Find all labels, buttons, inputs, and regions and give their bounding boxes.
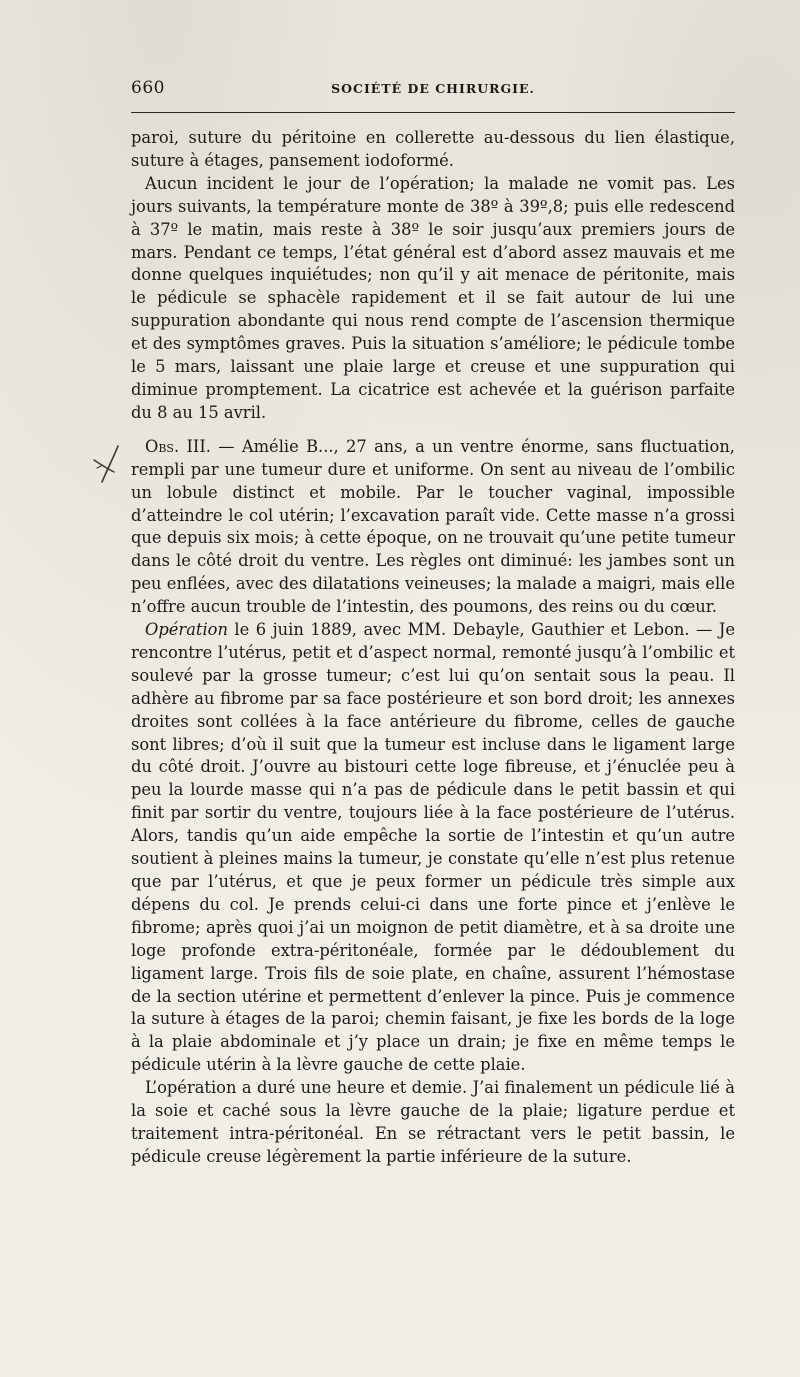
observation-text: — Amélie B..., 27 ans, a un ventre énorme, sans fluctuation, rempli par une tumeur dure et uniforme. On sent au niveau de l’ombilic un lobule distinct et mobile. Par le toucher vaginal, impossible d’atteindre le col utérin; l’excavation paraît vide. Cette masse n’a grossi que depuis six mois; à cette époque, on ne trouvait qu’une petite tumeur dans le côté droit du ventre. Les règles ont diminué: les jambes sont un peu enflées, avec des dilatations veineuses; la malade a maigri, mais elle n’offre aucun trouble de l’intestin, des poumons, des reins ou du cœur. — [131, 436, 735, 617]
paragraph-operation — [131, 619, 735, 1077]
operation-label: Opération — [145, 620, 228, 640]
paragraph-postoperative: Aucun incident le jour de l’opération; la malade ne vomit pas. Les jours suivants, la température monte de 38º à 39º,8; puis elle redescend à 37º le matin, mais reste à 38º le soir jusqu’aux premiers jours de mars. Pendant ce temps, l’état général est d’abord assez mauvais et me donne quelques inquiétudes; non qu’il y ait menace de péritonite, mais le pédicule se sphacèle rapidement et il se fait autour de lui une suppuration abondante qui nous rend compte de l’ascension thermique et des symptômes graves. Puis la situation s’améliore; le pédicule tombe le 5 mars, laissant une plaie large et creuse et une suppuration qui diminue promptement. La cicatrice est achevée et la guérison parfaite du 8 au 15 avril. — [131, 173, 735, 422]
paragraph-continuation: paroi, suture du péritoine en collerette au-dessous du lien élastique, suture à étages, pansement iodoformé. — [131, 128, 735, 170]
pen-cross-mark-icon — [88, 442, 128, 492]
header-rule — [131, 112, 735, 113]
running-head: SOCIÉTÉ DE CHIRURGIE. — [331, 81, 535, 96]
page-header — [131, 78, 735, 102]
paragraph-observation-iii — [131, 436, 735, 619]
paragraph-final: L’opération a duré une heure et demie. J’ai finalement un pédicule lié à la soie et caché sous la lèvre gauche de la plaie; ligature perdue et traitement intra-péritonéal. En se rétractant vers le petit bassin, le pédicule creuse légèrement la partie inférieure de la suture. — [131, 1078, 735, 1166]
body-text — [131, 127, 735, 1169]
operation-text: le 6 juin 1889, avec MM. Debayle, Gauthier et Lebon. — Je rencontre l’utérus, petit et d’aspect normal, remonté jusqu’à l’ombilic et soulevé par la grosse tumeur; c’est lui qu’on sentait sous la peau. Il adhère au fibrome par sa face postérieure et son bord droit; les annexes droites sont collées à la face antérieure du fibrome, celles de gauche sont libres; d’où il suit que la tumeur est incluse dans le ligament large du côté droit. J’ouvre au bistouri cette loge fibreuse, et j’énuclée peu à peu la lourde masse qui n’a pas de pédicule dans le petit bassin et qui finit par sortir du ventre, toujours liée à la face postérieure de l’utérus. Alors, tandis qu’un aide empêche la sortie de l’intestin et qu’un autre soutient à pleines mains la tumeur, je constate qu’elle n’est plus retenue que par l’utérus, et que je peux former un pédicule très simple aux dépens du col. Je prends celui-ci dans une forte pince et j’enlève le fibrome; après quoi j’ai un moignon de petit diamètre, et à sa droite une loge profonde extra-péritonéale, formée par le dédoublement du ligament large. Trois fils de soie plate, en chaîne, assurent l’hémostase de la section utérine et permettent d’enlever la pince. Puis je commence la suture à étages de la paroi; chemin faisant, je fixe les bords de la loge à la plaie abdominale et j’y place un drain; je fixe en même temps le pédicule utérin à la lèvre gauche de cette plaie. — [131, 620, 735, 1075]
page-number: 660 — [131, 78, 165, 98]
observation-label: Obs. III. — [145, 436, 211, 456]
